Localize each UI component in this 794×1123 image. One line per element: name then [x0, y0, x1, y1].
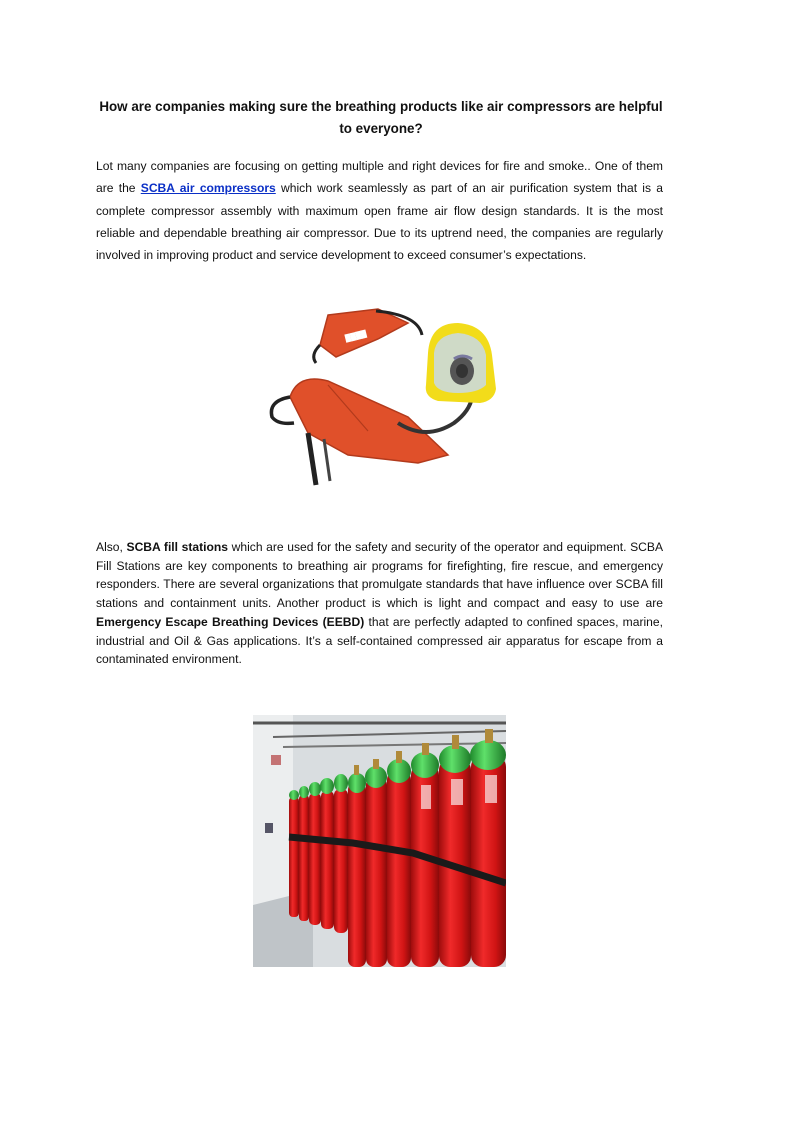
scba-fill-stations-term: SCBA fill stations [126, 540, 229, 554]
gas-cylinders-image [253, 715, 506, 967]
eebd-escape-hood-image [258, 305, 508, 490]
document-title: How are companies making sure the breathing products like air compressors are helpful to everyone? [99, 99, 663, 136]
paragraph1-text-end: which work seamlessly as part of an air purification system that is a complete compressor assembly with maximum open frame air flow design standards. It is the most reliable and dependable breathing air compressor. Due to its uptrend need, the companies are regularly involved in improving product and service development to exceed consumer’s expectations. [96, 181, 663, 263]
paragraph1-text-start: Lot many companies are focusing on getting multiple and right devices for fire and smoke.. One of them are the [96, 159, 663, 196]
paragraph-scba-compressors [96, 155, 663, 266]
paragraph2-text-1: Also, [96, 540, 127, 554]
paragraph-fill-stations-eebd [96, 538, 663, 669]
eebd-term: Emergency Escape Breathing Devices (EEBD) [96, 614, 365, 629]
paragraph2-text-3: that are perfectly adapted to confined spaces, marine, industrial and Oil & Gas applications. It’s a self-contained compressed air apparatus for escape from a contaminated environment. [96, 614, 663, 667]
svg-text:████: ████ [344, 329, 368, 343]
scba-air-compressors-link[interactable]: SCBA air compressors [140, 181, 276, 196]
paragraph2-text-2: which are used for the safety and security of the operator and equipment. SCBA Fill Stations are key components to breathing air programs for firefighting, fire rescue, and emergency responders. There are several organizations that promulgate standards that have influence over SCBA fill stations and containment units. Another product is which is light and compact and easy to use are [96, 540, 664, 611]
